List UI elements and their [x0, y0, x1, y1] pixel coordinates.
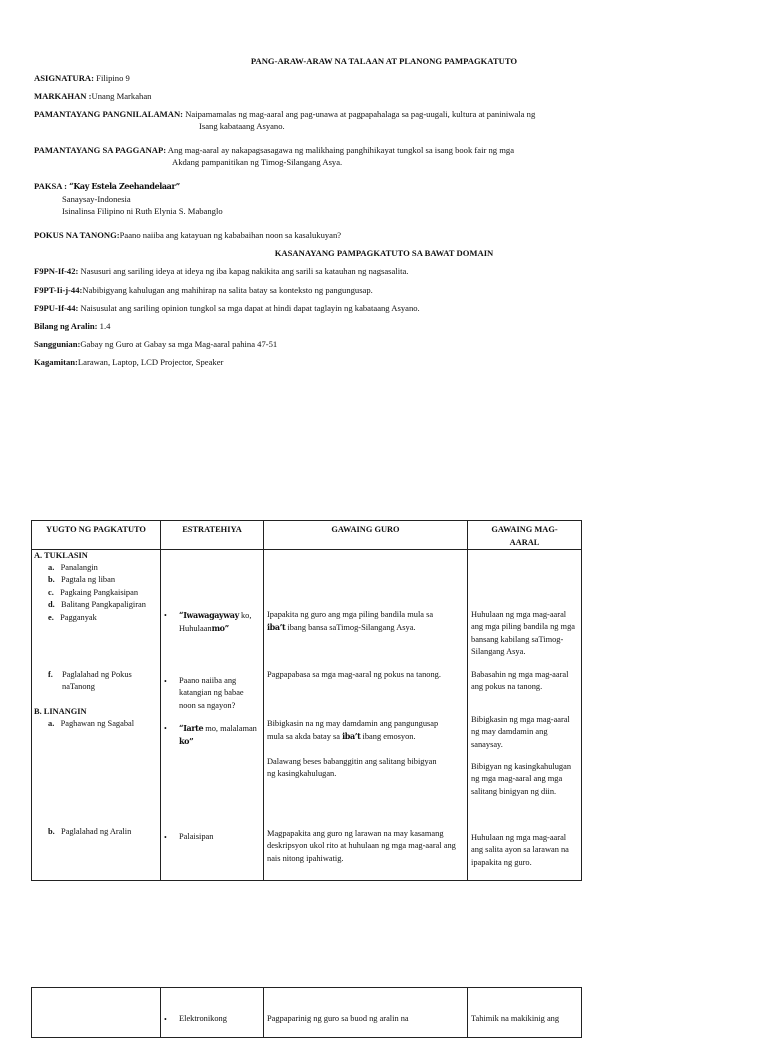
- tuklasin-list: [48, 562, 146, 624]
- sanggunian-line: [34, 339, 277, 349]
- guro-activity-3: Bibigkasin na ng may damdamin ang pangungusap mula sa akda batay sa iba’t ibang emosyon.: [267, 719, 439, 742]
- item-f-text: Paglalahad ng Pokus naTanong: [62, 670, 132, 692]
- markahan-line: [34, 91, 151, 101]
- pangnilalaman-text: Naipamamalas ng mag-aaral ang pag-unawa at pagpapahalaga sa pag-uugali, kultura at paniniwala ng: [183, 109, 536, 119]
- competency-code: F9PU-If-44:: [34, 303, 79, 313]
- header-mag-line2: AARAL: [509, 538, 540, 547]
- bullet: •: [164, 724, 167, 733]
- kagamitan-value: Larawan, Laptop, LCD Projector, Speaker: [77, 357, 224, 367]
- strategy-iarte: “Iarte mo, malalaman ko”: [179, 723, 257, 747]
- gawaing-guro-cell: [264, 550, 468, 881]
- mag-aaral-activity-6: Tahimik na makikinig ang: [471, 1014, 560, 1023]
- header-gawaing-mag-aaral: [468, 521, 582, 550]
- mag-aaral-activity-2: Babasahin ng mga mag-aaral ang pokus na tanong.: [471, 670, 569, 692]
- linangin-b: b. Paglalahad ng Aralin: [48, 827, 132, 836]
- strategy-iwawagayway: “Iwawagayway ko, Huhulaanmo”: [179, 610, 252, 634]
- header-yugto: YUGTO NG PAGKATUTO: [32, 521, 161, 550]
- pagganap-line: [34, 145, 514, 155]
- kasanayan-title: KASANAYANG PAMPAGKATUTO SA BAWAT DOMAIN: [274, 248, 494, 258]
- bullet: •: [164, 1015, 167, 1024]
- pagganap-text: Ang mag-aaral ay nakapagsasagawa ng malikhaing panghihikayat tungkol sa isang book fair ng mga: [166, 145, 515, 155]
- yugto-cell: [32, 988, 161, 1038]
- estratehiya-cell: [161, 988, 264, 1038]
- sanggunian-value: Gabay ng Guro at Gabay sa mga Mag-aaral pahina 47-51: [80, 339, 278, 349]
- phase-tuklasin: A. TUKLASIN: [34, 551, 88, 560]
- competency-text: Nabibigyang kahulugan ang mahihirap na salita batay sa konteksto ng pangungusap.: [82, 285, 373, 295]
- paksa-line: [34, 181, 180, 191]
- competency-1: [34, 266, 408, 276]
- mag-aaral-activity-5: Huhulaan ng mga mag-aaral ang salita ayon sa larawan na ipapakita ng guro.: [471, 833, 569, 867]
- linangin-a: a. Paghawan ng Sagabal: [48, 719, 135, 728]
- guro-activity-5: Magpapakita ang guro ng larawan na may kasamang deskripsyon ukol rito at huhulaan ng mga mag-aaral ang nais nitong ipahiwatig.: [267, 829, 456, 863]
- bullet: •: [164, 833, 167, 842]
- bilang-value: 1.4: [97, 321, 111, 331]
- list-item: c. Pagkaing Pangkaisipan: [48, 587, 139, 597]
- competency-2: [34, 285, 373, 295]
- kagamitan-line: [34, 357, 223, 367]
- competency-code: F9PN-If-42:: [34, 266, 79, 276]
- markahan-label: MARKAHAN :: [34, 91, 92, 101]
- list-item: d. Balitang Pangkapaligiran: [48, 600, 146, 610]
- item-f-letter: f.: [48, 670, 53, 679]
- strategy-elektronikong: Elektronikong: [179, 1014, 227, 1023]
- asignatura-line: [34, 73, 130, 83]
- lesson-table-continued: [31, 987, 582, 1038]
- list-item: b. Pagtala ng liban: [48, 575, 116, 585]
- pangnilalaman-label: PAMANTAYANG PANGNILALAMAN:: [34, 109, 184, 119]
- competency-text: Naisusulat ang sariling opinion tungkol sa mga dapat at hindi dapat taglayin ng kabataang Asyano.: [78, 303, 420, 313]
- pokus-label: POKUS NA TANONG:: [34, 230, 120, 240]
- strategy-paano: Paano naiiba ang katangian ng babae noon sa ngayon?: [179, 676, 244, 710]
- paksa-label: PAKSA :: [34, 181, 70, 191]
- pokus-line: [34, 230, 341, 240]
- pokus-value: Paano naiiba ang katayuan ng kababaihan noon sa kasalukuyan?: [119, 230, 342, 240]
- table-row: [32, 988, 582, 1038]
- estratehiya-cell: [161, 550, 264, 881]
- page-title: PANG-ARAW-ARAW NA TALAAN AT PLANONG PAMPAGKATUTO: [250, 56, 518, 66]
- pagganap-label: PAMANTAYANG SA PAGGANAP:: [34, 145, 167, 155]
- bilang-label: Bilang ng Aralin:: [34, 321, 98, 331]
- pangnilalaman-text-2: Isang kabataang Asyano.: [199, 121, 285, 131]
- kagamitan-label: Kagamitan:: [34, 357, 78, 367]
- guro-activity-1: Ipapakita ng guro ang mga piling bandila mula sa iba’t ibang bansa saTimog-Silangang Asya.: [267, 610, 434, 633]
- paksa-genre: Sanaysay-Indonesia: [62, 194, 131, 204]
- asignatura-value: Filipino 9: [94, 73, 130, 83]
- mag-aaral-activity-4: Bibigyan ng kasingkahulugan ng mga mag-aaral ang mga salitang binigyan ng diin.: [471, 762, 572, 796]
- bullet: •: [164, 677, 167, 686]
- guro-activity-2: Pagpapabasa sa mga mag-aaral ng pokus na tanong.: [267, 670, 441, 679]
- markahan-value: Unang Markahan: [91, 91, 152, 101]
- yugto-cell: [32, 550, 161, 881]
- competency-code: F9PT-Ii-j-44:: [34, 285, 83, 295]
- gawaing-guro-cell: [264, 988, 468, 1038]
- strategy-palaisipan: Palaisipan: [179, 832, 214, 841]
- table-row: [32, 550, 582, 881]
- bilang-line: [34, 321, 110, 331]
- gawaing-mag-aaral-cell: [468, 550, 582, 881]
- pangnilalaman-line: [34, 109, 535, 119]
- phase-linangin: B. LINANGIN: [34, 707, 87, 716]
- sanggunian-label: Sanggunian:: [34, 339, 81, 349]
- bullet: •: [164, 611, 167, 620]
- gawaing-mag-aaral-cell: [468, 988, 582, 1038]
- pagganap-text-2: Akdang pampanitikan ng Timog-Silangang Asya.: [172, 157, 343, 167]
- header-gawaing-guro: GAWAING GURO: [264, 521, 468, 550]
- guro-activity-4: Dalawang beses babanggitin ang salitang bibigyan ng kasingkahulugan.: [267, 757, 437, 779]
- mag-aaral-activity-3: Bibigkasin ng mga mag-aaral ng may damdamin ang sanaysay.: [471, 715, 570, 749]
- mag-aaral-activity-1: Huhulaan ng mga mag-aaral ang mga piling bandila ng mga bansang kabilang saTimog-Silangang Asya.: [471, 610, 575, 657]
- paksa-title: “Kay Estela Zeehandelaar”: [69, 181, 180, 191]
- header-estratehiya: ESTRATEHIYA: [161, 521, 264, 550]
- guro-activity-6: Pagpaparinig ng guro sa buod ng aralin na: [267, 1014, 409, 1023]
- lesson-table: [31, 520, 582, 881]
- asignatura-label: ASIGNATURA:: [34, 73, 95, 83]
- table-header-row: [32, 521, 582, 550]
- header-mag-line1: GAWAING MAG-: [491, 525, 558, 534]
- list-item: a. Panalangin: [48, 563, 98, 572]
- paksa-translator: Isinalinsa Filipino ni Ruth Elynia S. Mabanglo: [62, 206, 223, 216]
- competency-3: [34, 303, 420, 313]
- competency-text: Nasusuri ang sariling ideya at ideya ng iba kapag nakikita ang sarili sa katauhan ng nagsasalita.: [78, 266, 409, 276]
- list-item: e. Pagganyak: [48, 612, 97, 622]
